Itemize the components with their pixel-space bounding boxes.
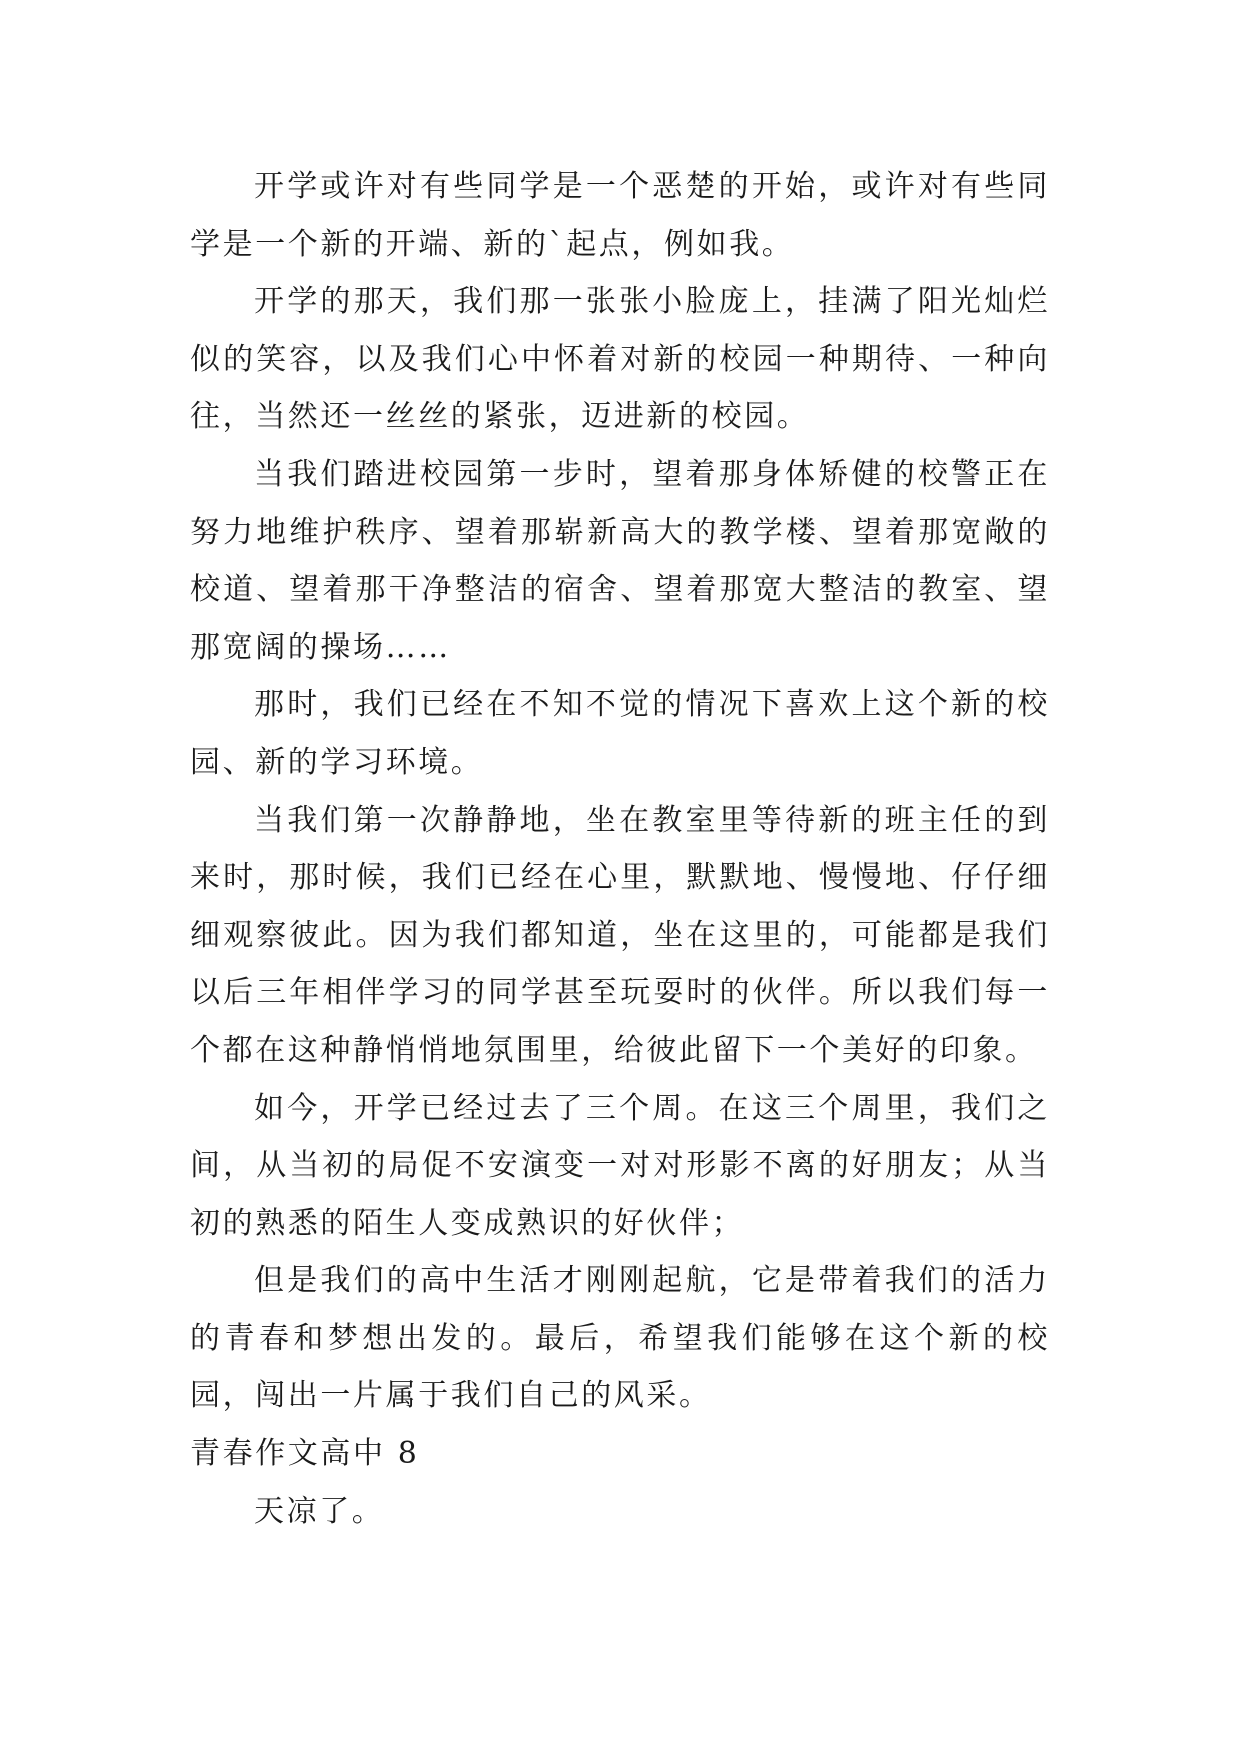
paragraph: 但是我们的高中生活才刚刚起航，它是带着我们的活力的青春和梦想出发的。最后，希望我们能够在这个新的校园，闯出一片属于我们自己的风采。 <box>190 1263 1050 1414</box>
section-title: 青春作文高中 8 <box>190 1436 420 1472</box>
paragraph: 当我们踏进校园第一步时，望着那身体矫健的校警正在努力地维护秩序、望着那崭新高大的教学楼、望着那宽敞的校道、望着那干净整洁的宿舍、望着那宽大整洁的教室、望那宽阔的操场…… <box>190 456 1050 665</box>
paragraph: 开学或许对有些同学是一个恶楚的开始，或许对有些同学是一个新的开端、新的`起点，例如我。 <box>190 169 1050 262</box>
paragraph: 如今，开学已经过去了三个周。在这三个周里，我们之间，从当初的局促不安演变一对对形影不离的好朋友；从当初的熟悉的陌生人变成熟识的好伙伴； <box>190 1090 1050 1241</box>
paragraph: 那时，我们已经在不知不觉的情况下喜欢上这个新的校园、新的学习环境。 <box>190 687 1050 780</box>
paragraph: 当我们第一次静静地，坐在教室里等待新的班主任的到来时，那时候，我们已经在心里，默默地、慢慢地、仔仔细细观察彼此。因为我们都知道，坐在这里的，可能都是我们以后三年相伴学习的同学甚至玩耍时的伙伴。所以我们每一个都在这种静悄悄地氛围里，给彼此留下一个美好的印象。 <box>190 802 1050 1068</box>
paragraph: 开学的那天，我们那一张张小脸庞上，挂满了阳光灿烂似的笑容，以及我们心中怀着对新的校园一种期待、一种向往，当然还一丝丝的紧张，迈进新的校园。 <box>190 284 1050 435</box>
paragraph: 天凉了。 <box>254 1493 385 1529</box>
document-body <box>190 158 1050 1540</box>
